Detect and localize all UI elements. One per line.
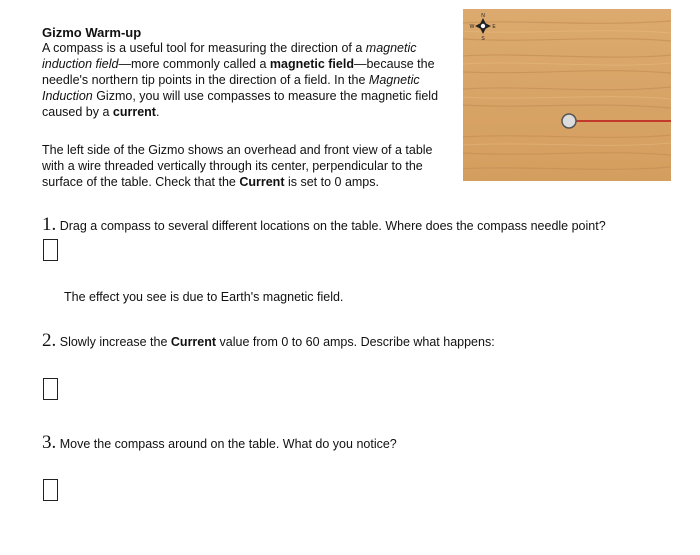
text-run: value from 0 to 60 amps. Describe what happens: — [216, 335, 495, 349]
compass-south-label: S — [481, 36, 485, 42]
text-run: The left side of the Gizmo shows an overhead and front view of a table with a wire threaded vertically through its center, perpendicular to the surface of the table. Check that the — [42, 143, 433, 189]
wood-table-illustration — [463, 9, 671, 181]
text-run: Slowly increase the — [59, 335, 171, 349]
question-1 — [42, 214, 606, 236]
answer-3-box[interactable] — [43, 479, 58, 501]
text-run: —more commonly called a — [118, 57, 270, 71]
compass-north-label: N — [481, 13, 485, 19]
answer-2-box[interactable] — [43, 378, 58, 400]
question-2-number: 2. — [42, 330, 57, 351]
text-run: is set to 0 amps. — [284, 175, 379, 189]
text-run: Current — [170, 335, 217, 349]
text-run: A compass is a useful tool for measuring the direction of a — [42, 41, 366, 55]
question-1-note: The effect you see is due to Earth's magnetic field. — [64, 290, 344, 304]
question-3 — [42, 432, 397, 454]
question-2-text — [60, 335, 495, 349]
text-run: magnetic field — [269, 57, 354, 71]
question-3-number: 3. — [42, 432, 57, 453]
text-run: Drag a compass to several different locations on the table. Where does the compass needle point? — [59, 219, 606, 233]
gizmo-table-image — [463, 9, 671, 181]
text-run: . — [155, 105, 160, 119]
question-1-number: 1. — [42, 214, 57, 235]
compass-east-label: E — [492, 24, 496, 30]
text-run: Move the compass around on the table. What do you notice? — [59, 437, 397, 451]
text-run: Magnetic Induction — [42, 73, 420, 103]
question-1-text — [60, 219, 606, 233]
text-run: —because the needle's northern tip points in the direction of a field. In the — [42, 57, 435, 87]
intro-paragraph — [42, 40, 442, 120]
text-run: Current — [239, 175, 285, 189]
compass-west-label: W — [469, 24, 475, 30]
answer-1-box[interactable] — [43, 239, 58, 261]
section-title: Gizmo Warm-up — [42, 25, 142, 40]
question-2 — [42, 330, 495, 352]
question-3-text — [60, 437, 397, 451]
gizmo-description-paragraph — [42, 142, 442, 190]
text-run: current — [112, 105, 156, 119]
wire-hole-icon — [562, 114, 576, 128]
text-run: Gizmo, you will use compasses to measure the magnetic field caused by a — [42, 89, 439, 119]
text-run: magnetic induction field — [42, 41, 417, 71]
